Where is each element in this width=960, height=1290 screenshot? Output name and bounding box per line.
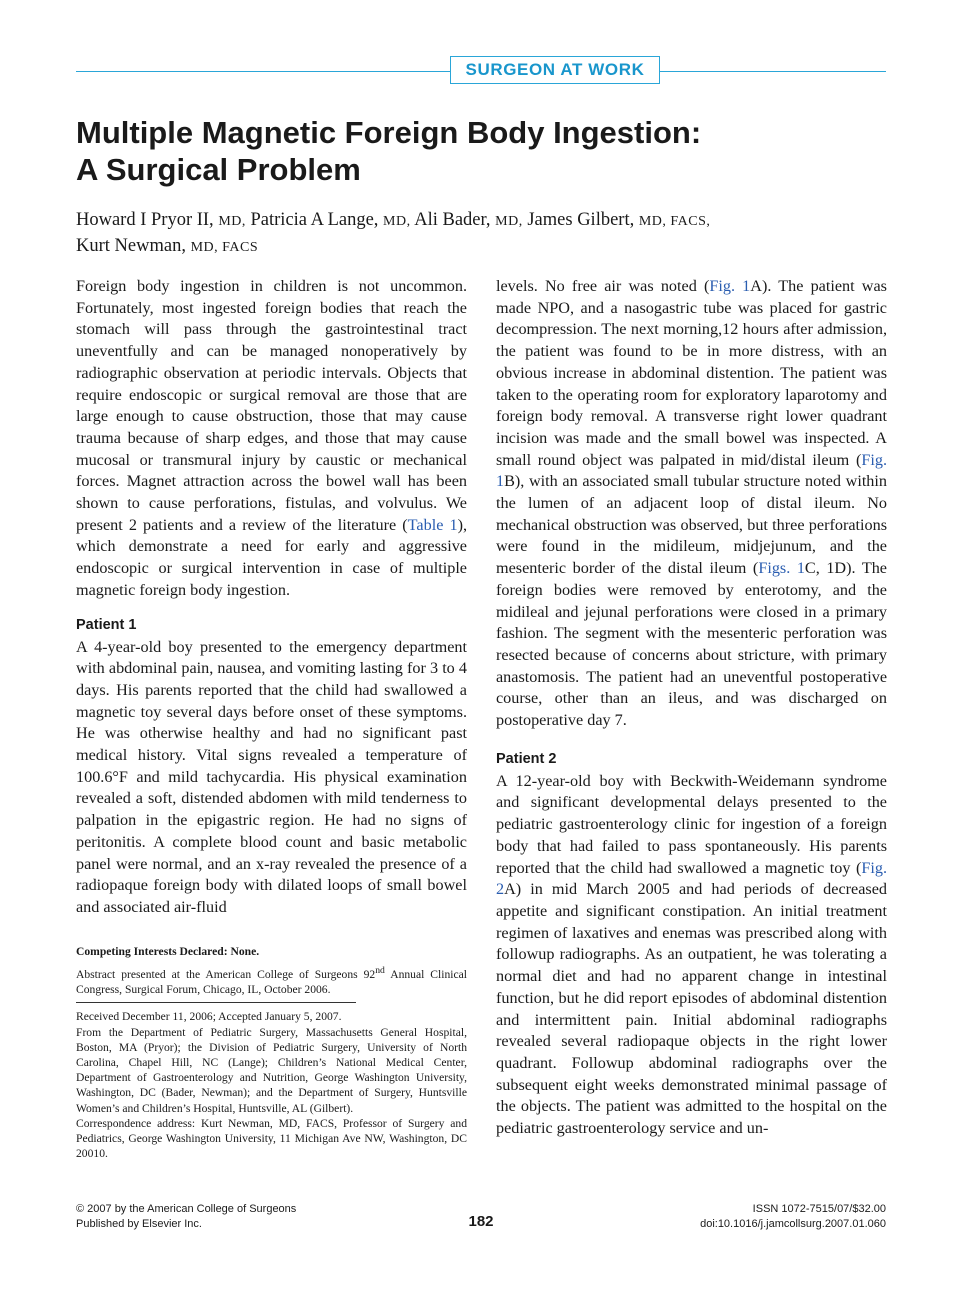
author-credentials: MD, — [495, 214, 523, 229]
patient-2-paragraph — [496, 771, 887, 1140]
intro-text-a: Foreign body ingestion in children is not uncommon. Fortunately, most ingested foreign bodies that reach the stomach will pass through the gastrointestinal tract uneventfully and can be managed nonoperatively by radiographic observation at periodic intervals. Objects that require endoscopic or surgical removal are those that are large enough to cause obstruction, those that may cause trauma because of sharp edges, and those that may cause mucosal or transmural injury by caustic or mechanical forces. Magnet attraction across the bowel wall has been shown to cause perforations, fistulas, and volvulus. We present 2 patients and a review of the literature ( — [76, 277, 467, 534]
affiliations: From the Department of Pediatric Surgery, Massachusetts General Hospital, Boston, MA (Pryor); the Division of Pediatric Surgery, University of North Carolina, Chapel Hill, NC (Lange); Children’s National Medical Center, Department of Gastroenterology and Nutrition, George Washington University, Washington, DC (Bader, Newman); and the Department of Surgery, Huntsville Women’s and Children’s Hospital, Huntsville, AL (Gilbert). — [76, 1025, 467, 1115]
section-tag: SURGEON AT WORK — [450, 56, 660, 84]
p1-text-d: C, 1D). The foreign bodies were removed by enterotomy, and the midileal and jejunal perforations were closed in a primary fashion. The segment with the mesenteric perforation was resected because of concerns about stricture, with primary anastomosis. The patient had an uneventful postoperative course, other than an ileus, and was discharged on postoperative day 7. — [496, 559, 887, 730]
abstract-text-a: Abstract presented at the American College of Surgeons 92 — [76, 968, 376, 982]
footer-right — [700, 1202, 886, 1232]
competing-interests: Competing Interests Declared: None. — [76, 945, 260, 958]
patient-1-heading: Patient 1 — [76, 616, 137, 633]
title-line-2: A Surgical Problem — [76, 152, 361, 187]
abstract-text-b: Annual Clinical Congress, Surgical Forum, Chicago, IL, October 2006. — [76, 968, 467, 997]
intro-text-b: ), which demonstrate a need for early and aggressive endoscopic or surgical intervention in case of multiple magnetic foreign body ingestion. — [76, 515, 468, 599]
page-number: 182 — [468, 1213, 494, 1230]
copyright: © 2007 by the American College of Surgeons — [76, 1203, 297, 1215]
p1-text-a: levels. No free air was noted ( — [496, 277, 710, 295]
received-dates: Received December 11, 2006; Accepted January 5, 2007. — [76, 1010, 342, 1024]
doi: doi:10.1016/j.jamcollsurg.2007.01.060 — [700, 1218, 886, 1230]
intro-paragraph — [76, 276, 467, 602]
author-credentials: MD, FACS, — [638, 214, 711, 229]
author-name: Kurt Newman, — [76, 236, 186, 256]
footnote-divider — [76, 1002, 356, 1003]
author-credentials: MD, FACS — [190, 240, 259, 255]
fig-1-link[interactable]: Fig. 1 — [496, 450, 887, 491]
author-name: Ali Bader, — [414, 210, 491, 230]
table-1-link[interactable]: Table 1 — [407, 515, 458, 534]
author-name: Howard I Pryor II, — [76, 210, 214, 230]
patient-1-paragraph: A 4-year-old boy presented to the emergency department with abdominal pain, nausea, and vomiting lasting for 3 to 4 days. His parents reported that the child had swallowed a magnetic toy several days before onset of these symptoms. He was otherwise healthy and had no significant past medical history. Vital signs revealed a temperature of 100.6°F and mild tachycardia. His physical examination revealed a soft, distended abdomen with mild tenderness to palpation in the epigastric region. He had no signs of peritonitis. A complete blood count and basic metabolic panel were normal, and an x-ray revealed the presence of a radiopaque foreign body with dilated loops of small bowel and associated air-fluid — [76, 637, 467, 916]
author-list — [76, 208, 876, 260]
fig-1-link[interactable]: Fig. 1 — [709, 277, 751, 295]
p2-text-a: A 12-year-old boy with Beckwith-Weidemann syndrome and significant developmental delays presented to the pediatric gastroenterology clinic for ingestion of a foreign body that had failed to pass spontaneously. His parents reported that the child had swallowed a magnetic toy ( — [496, 771, 887, 877]
fig-2-link[interactable]: Fig. 2 — [496, 858, 887, 899]
author-line-1 — [76, 208, 876, 234]
publisher: Published by Elsevier Inc. — [76, 1218, 202, 1230]
author-name: James Gilbert, — [527, 210, 635, 230]
footnotes — [76, 944, 467, 1162]
patient-2-heading: Patient 2 — [496, 750, 557, 767]
abstract-sup: nd — [375, 965, 385, 977]
abstract-note — [76, 963, 467, 997]
section-banner — [76, 56, 886, 86]
patient-1-continued — [496, 276, 887, 732]
p1-text-c: B), with an associated small tubular structure noted within the lumen of an adjacent loop of distal ileum. No mechanical obstruction was observed, but three perforations were found in the midileum, midjejunum, and the mesenteric border of the distal ileum ( — [496, 472, 887, 578]
p1-text-b: A). The patient was made NPO, and a nasogastric tube was placed for gastric decompression. The next morning,12 hours after admission, the patient was found to be in more distress, with an obvious increase in abdominal distention. The patient was taken to the operating room for exploratory laparotomy and foreign body removal. A transverse right lower quadrant incision was made and the small bowel was inspected. A small round object was palpated in mid/distal ileum ( — [496, 277, 887, 469]
issn: ISSN 1072-7515/07/$32.00 — [752, 1203, 886, 1215]
author-line-2 — [76, 234, 876, 260]
title-line-1: Multiple Magnetic Foreign Body Ingestion: — [76, 115, 702, 150]
author-credentials: MD, — [218, 214, 246, 229]
left-column — [76, 276, 467, 919]
author-name: Patricia A Lange, — [250, 210, 379, 230]
figs-1-link[interactable]: Figs. 1 — [758, 559, 805, 578]
author-credentials: MD, — [383, 214, 411, 229]
correspondence: Correspondence address: Kurt Newman, MD, FACS, Professor of Surgery and Pediatrics, George Washington University, 11 Michigan Ave NW, Washington, DC 20010. — [76, 1116, 467, 1161]
p2-text-b: A) in mid March 2005 and had periods of decreased appetite and significant constipation. An initial treatment regimen of laxatives and enemas was prescribed along with followup radiographs. As an outpatient, he was tolerating a normal diet and had no apparent change in intestinal function, but he did report episodes of abdominal distention and intermittent pain. Initial abdominal radiographs revealed several radiopaque objects in the right lower quadrant. Followup abdominal radiographs over the subsequent eight weeks demonstrated minimal passage of the objects. The patient was admitted to the hospital on the pediatric gastroenterology service and un- — [496, 880, 887, 1138]
article-title — [76, 114, 876, 188]
right-column — [496, 276, 887, 1140]
